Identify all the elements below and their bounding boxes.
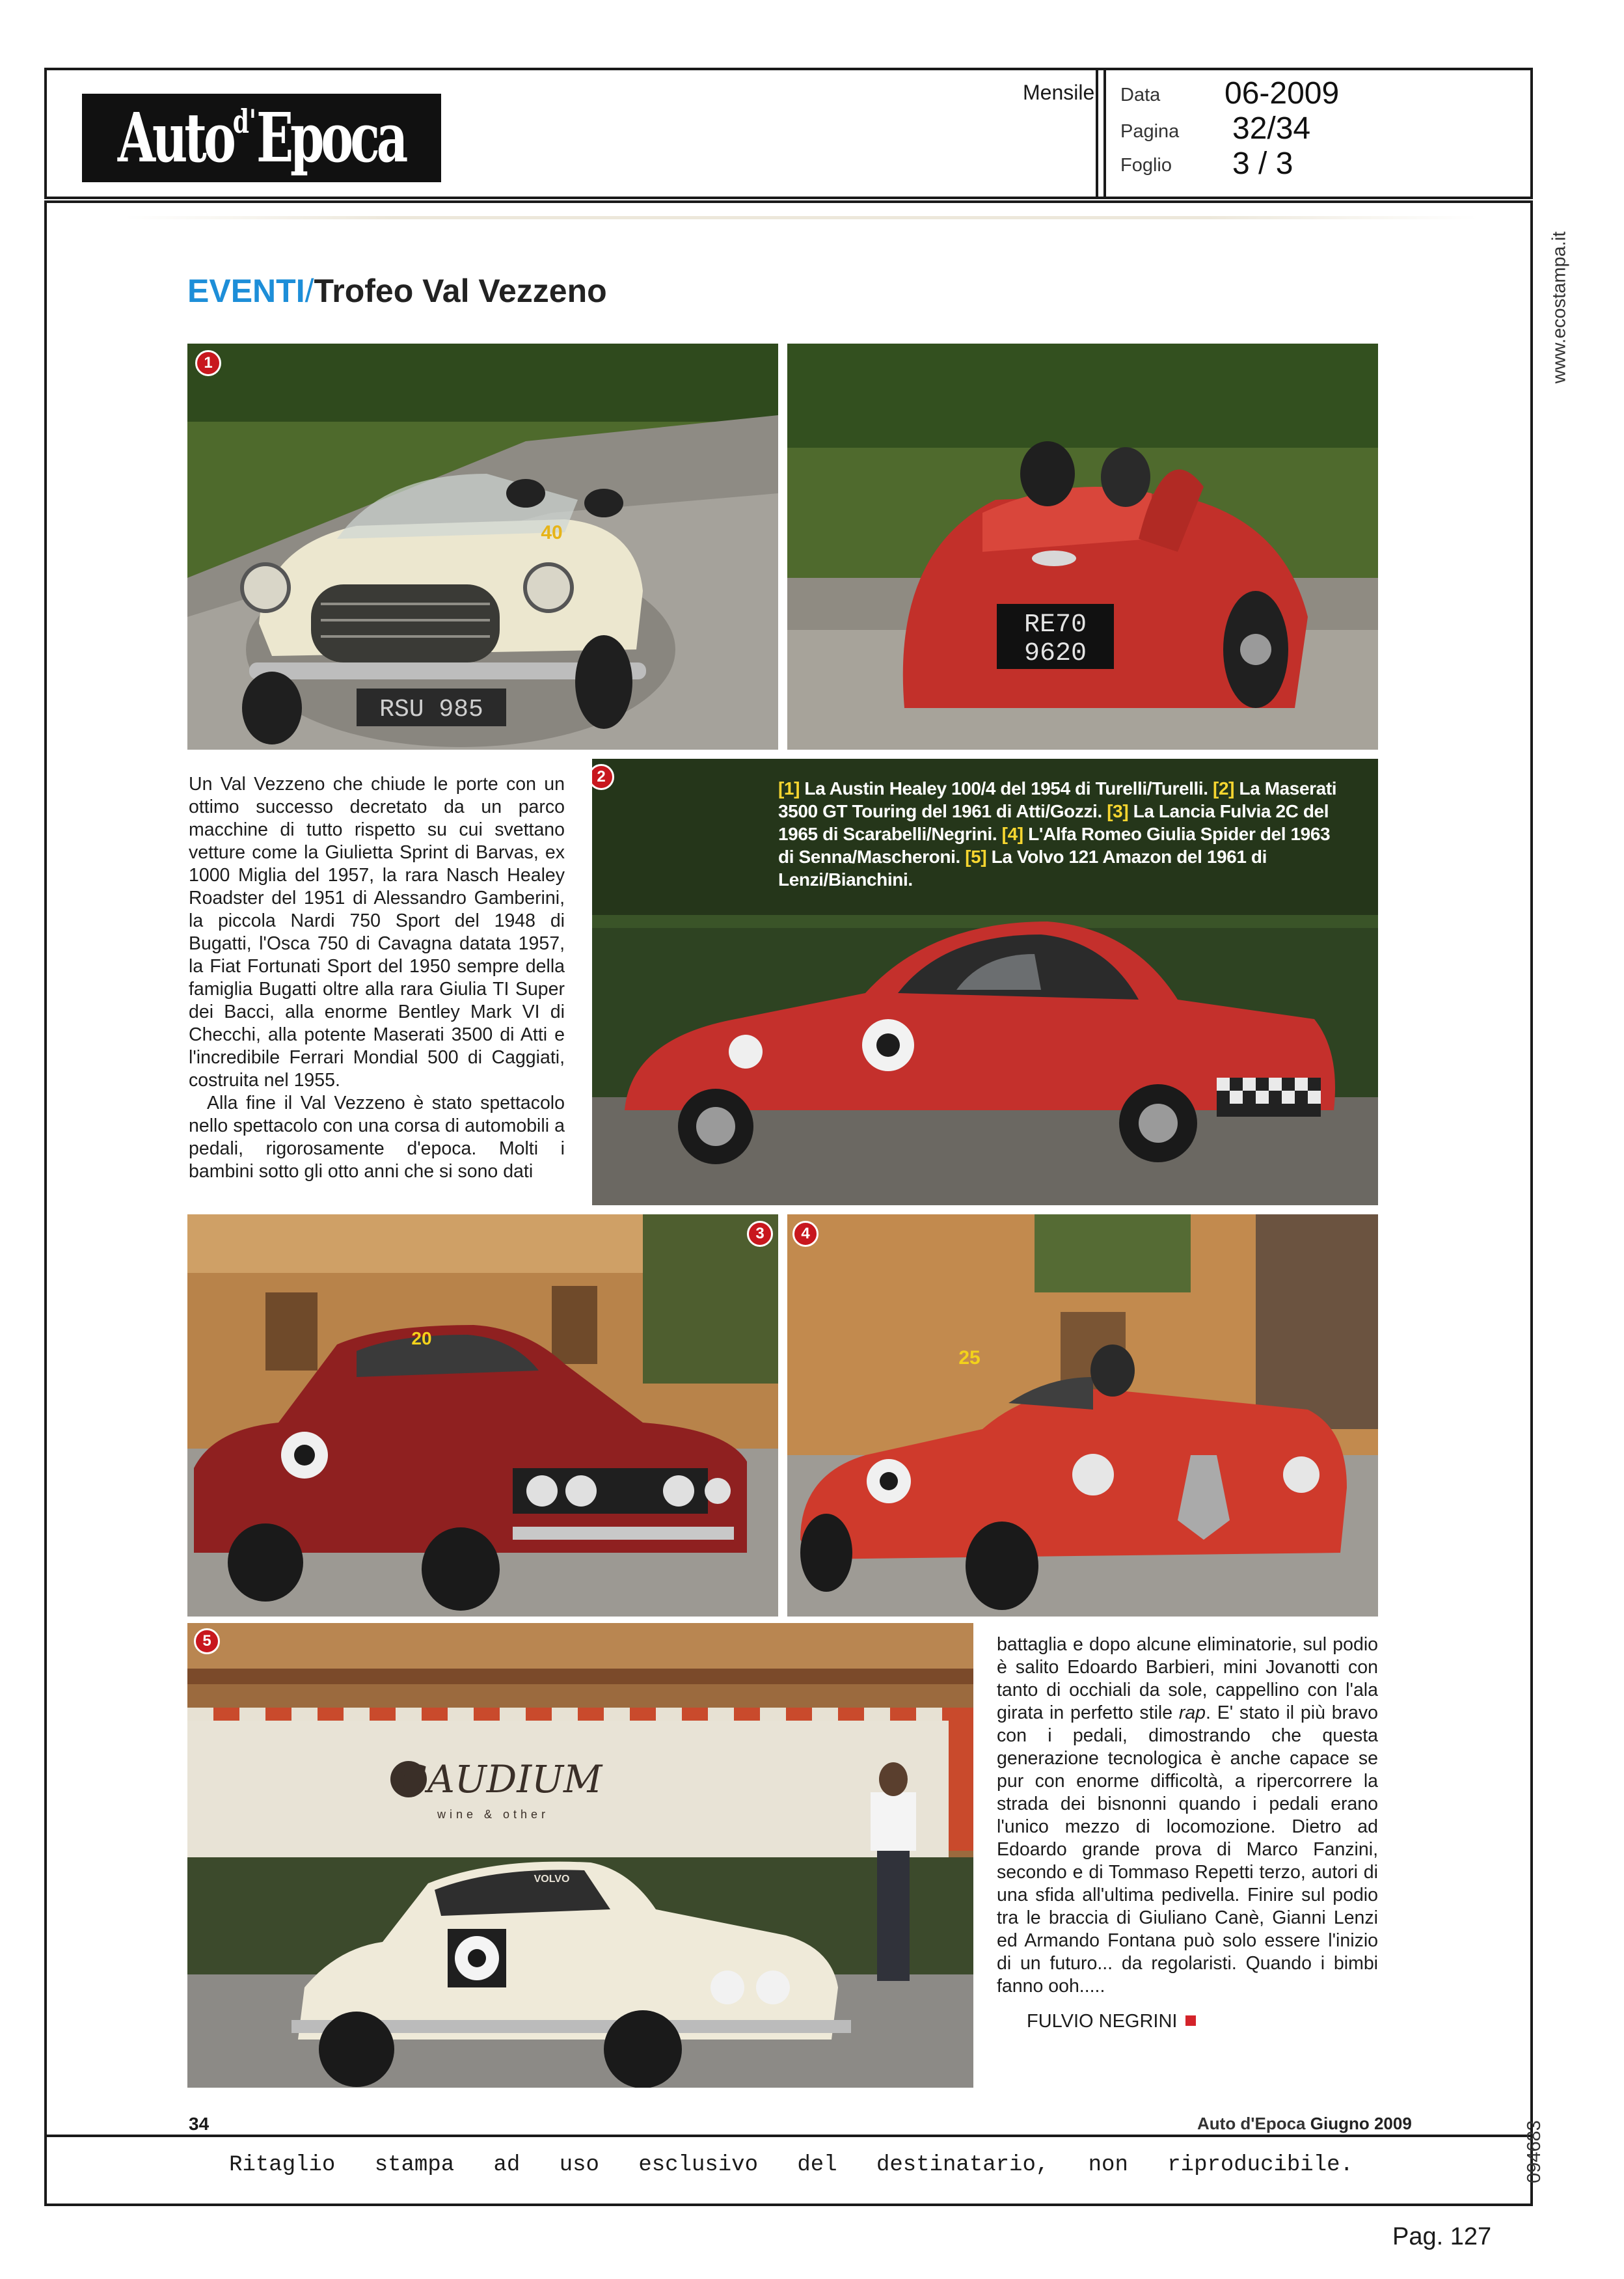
author-byline: FULVIO NEGRINI xyxy=(1027,2011,1196,2032)
article-page-number: 34 xyxy=(189,2114,210,2134)
caption-number: [2] xyxy=(1213,778,1235,798)
photo-3-race-number: 20 xyxy=(411,1328,432,1348)
scan-shadow xyxy=(125,216,1478,219)
photo-number-badge: 5 xyxy=(194,1628,220,1654)
photo-maserati-rear xyxy=(787,344,1378,750)
title-separator: / xyxy=(304,273,314,309)
meta-label-date: Data xyxy=(1120,85,1161,105)
photo-volvo-amazon xyxy=(187,1623,973,2088)
caption-text: La Maserati 3500 GT Touring del 1961 di Atti/Gozzi. xyxy=(778,778,1337,821)
caption-number: [3] xyxy=(1107,801,1129,821)
photo-number-badge: 4 xyxy=(792,1221,819,1247)
article-column-2 xyxy=(997,1633,1378,1998)
meta-value-page: 32/34 xyxy=(1232,111,1311,146)
article-paragraph: battaglia e dopo alcune eliminatorie, sul podio è salito Edoardo Barbieri, mini Jovanotti con tanto di occhiali da sole, cappellino con l'ala girata in perfetto stile rap. E' stato il più bravo con i pedali, dimostrando che questa generazione tecnologica è anche capace se pur con enorme difficoltà, a ripercorrere la strada dei bisnonni quando i pedali erano l'unico mezzo di locomozione. Dietro ad Edoardo grande prova di Marco Fanzini, secondo e di Tommaso Repetti terzo, autori di una sfida all'ultima pedivella. Finire sul podio tra le braccia di Giuliano Canè, Gianni Lenzi ed Armando Fontana può solo essere l'inizio di un futuro... da regolaristi. Quando i bimbi fanno ooh..... xyxy=(997,1634,1378,1997)
caption-number: [4] xyxy=(1001,824,1023,844)
photo-1-race-number: 40 xyxy=(541,522,563,543)
photo-number-badge: 1 xyxy=(195,350,221,376)
end-mark-icon xyxy=(1185,2015,1196,2026)
photo-2-plate-line-2: 9620 xyxy=(1023,639,1087,668)
photo-number-badge: 2 xyxy=(592,764,614,790)
article-footer-issue: Auto d'Epoca Giugno 2009 xyxy=(1197,2114,1412,2133)
photo-number-badge: 3 xyxy=(747,1221,773,1247)
side-url: www.ecostampa.it xyxy=(1549,231,1570,384)
section-label: EVENTI xyxy=(187,273,305,309)
photo-5-sign: GAUDIUM xyxy=(397,1757,602,1801)
caption-number: [5] xyxy=(965,847,987,867)
meta-value-date: 06-2009 xyxy=(1225,76,1340,111)
meta-value-sheet: 3 / 3 xyxy=(1232,146,1293,181)
caption-number: [1] xyxy=(778,778,800,798)
photo-5-sign-sub: wine & other xyxy=(437,1808,550,1821)
header-divider xyxy=(1096,70,1098,197)
header-box xyxy=(44,68,1533,199)
reproduction-disclaimer: Ritaglio stampa ad uso esclusivo del destinatario, non riproducibile. xyxy=(229,2153,1353,2177)
caption-text: La Austin Healey 100/4 del 1954 di Turelli/Turelli. xyxy=(804,778,1208,798)
frequency-label: Mensile xyxy=(1023,81,1095,104)
article-column-1 xyxy=(189,773,565,1183)
photo-1-plate: RSU 985 xyxy=(379,696,483,724)
caption-text: La Volvo 121 Amazon del 1961 di Lenzi/Bianchini. xyxy=(778,847,1267,890)
side-code: 094683 xyxy=(1523,2120,1545,2183)
photo-5-car-logo: VOLVO xyxy=(534,1874,570,1885)
article-paragraph: Alla fine il Val Vezzeno è stato spettacolo nello spettacolo con una corsa di automobili a pedali, rigorosamente d'epoca. Molti i bambini sotto gli otto anni che si sono dati xyxy=(189,1093,565,1182)
clipping-page-number: Pag. 127 xyxy=(1392,2223,1492,2250)
caption-text: La Lancia Fulvia 2C del 1965 di Scarabelli/Negrini. xyxy=(778,801,1329,844)
photo-austin-healey xyxy=(187,344,778,750)
magazine-logo: Auto$^{d'}$Epoca xyxy=(82,94,441,182)
photo-2-plate-line-1: RE70 xyxy=(1023,610,1087,640)
photo-captions xyxy=(778,777,1348,891)
article-paragraph: Un Val Vezzeno che chiude le porte con un ottimo successo decretato da un parco macchine di tutto rispetto su cui svettano vetture come la Giulietta Sprint di Barvas, ex 1000 Miglia del 1957, la rara Nasch Healey Roadster del 1951 di Alessandro Gamberini, la piccola Nardi 750 Sport del 1948 di Bugatti, l'Osca 750 di Cavagna datata 1957, la Fiat Fortunati Sport del 1950 sempre della famiglia Bugatti oltre alla rara Giulia TI Super dei Bacci, alla enorme Bentley Mark VI di Checchi, alla potente Maserati 3500 di Atti e l'incredibile Ferrari Mondial 500 di Caggiati, costruita nel 1955. xyxy=(189,774,565,1091)
photo-4-race-number: 25 xyxy=(958,1347,981,1369)
meta-label-page: Pagina xyxy=(1120,121,1180,142)
header-divider xyxy=(1103,70,1106,197)
photo-alfa-romeo-spider xyxy=(787,1214,1378,1617)
event-name: Trofeo Val Vezzeno xyxy=(314,273,607,309)
article-title xyxy=(187,272,607,310)
meta-label-sheet: Foglio xyxy=(1120,155,1172,176)
footer-divider xyxy=(47,2135,1530,2137)
caption-text: L'Alfa Romeo Giulia Spider del 1963 di Senna/Mascheroni. xyxy=(778,824,1331,867)
photo-lancia-fulvia xyxy=(187,1214,778,1617)
